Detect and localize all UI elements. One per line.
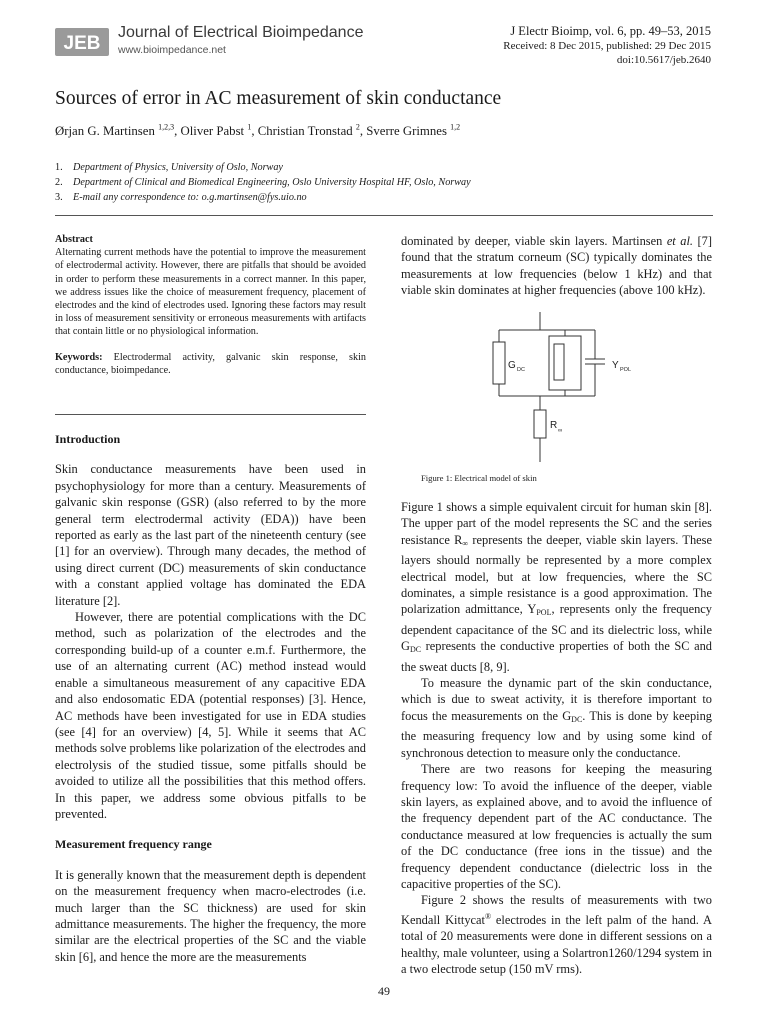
logo-text: JEB [63,33,101,54]
ypol-inner-resistor [554,344,564,380]
affiliation-item [55,175,471,190]
right-column-body [401,499,712,978]
text-span: dominated by deeper, viable skin layers. Martinsen [401,234,667,248]
abstract-heading: Abstract [55,234,93,245]
citation-volume: J Electr Bioimp, vol. 6, pp. 49–53, 2015 [510,24,711,38]
author-affil-mark: 1,2 [450,122,461,132]
affiliation-text: Department of Physics, University of Oslo, Norway [73,162,283,173]
affiliation-text: Department of Clinical and Biomedical Engineering, Oslo University Hospital HF, Oslo, Norway [73,177,471,188]
figure-caption: Figure 1: Electrical model of skin [421,473,537,483]
frequency-paragraph: It is generally known that the measurement depth is dependent on the measurement frequency when macro-electrodes (i.e. much larger than the SC thickness) are used for skin admittance measurements. The higher the frequency, the more similar are the electrical properties of the SC and the viable skin [6], and hence the more are the measurements [55,867,366,964]
text-span: To measure the dynamic part of the skin conductance, which is due to sweat activity, it is therefore important to focus the measurements on the G [401,676,712,723]
text-span: [7] found that the stratum corneum (SC) typically dominates the measurements at low frequencies (below 1 kHz) and that viable skin dominates at higher frequencies (above 100 kHz). [401,234,712,298]
journal-name: Journal of Electrical Bioimpedance [118,24,364,41]
keywords-label: Keywords: [55,351,103,363]
abstract-divider [55,414,366,415]
body-paragraph [401,675,712,761]
body-paragraph [401,233,712,299]
text-span: electrodes in the left palm of the hand. A total of 20 measurements were done in different sessions on a healthy, male volunteer, using a Solartron1260/1294 system in a two electrode setup (150 mV rms). [401,912,712,977]
text-span: Figure 2 shows the results of measurements with two Kendall Kittycat [401,893,712,927]
body-paragraph: There are two reasons for keeping the measuring frequency low: To avoid the influence of the deeper, viable skin layers, as explained above, and to avoid the influence of the frequency dependent part of the AC conductance. The conductance measured at low frequencies is actually the sum of the DC conductance (free ions in the tissue) and the frequency dependent conductance (dielectric loss in the capacitive properties of the SC). [401,762,712,891]
introduction-section [55,431,366,965]
subscript: POL [536,608,552,618]
journal-url[interactable]: www.bioimpedance.net [118,44,226,56]
circuit-diagram [470,312,650,462]
body-paragraph [401,892,712,977]
affiliation-number: 2. [55,177,63,188]
journal-logo [55,28,109,56]
citation-dates: Received: 8 Dec 2015, published: 29 Dec 2015 [503,39,711,52]
affiliation-number: 1. [55,162,63,173]
text-span: , represents only the frequency dependent capacitance of the SC and its dielectric loss, while G [401,602,712,654]
gdc-label: G [508,360,516,371]
frequency-heading: Measurement frequency range [55,837,212,852]
registered-mark: ® [485,911,492,921]
affiliation-item [55,190,471,205]
gdc-resistor [493,342,505,384]
text-span: represents the deeper, viable skin layers. These layers should normally be represented by a more complex electrical model, but at low frequencies, where the SC dominates, a simple resistance is a good approximation. The polarization admittance, Y [401,532,712,617]
et-al: et al. [666,234,694,248]
ypol-label: Y [612,360,619,371]
introduction-heading: Introduction [55,432,121,446]
page-number: 49 [378,984,390,998]
keywords-text: Electrodermal activity, galvanic skin response, skin conductance, bioimpedance. [55,351,366,376]
text-span: . This is done by keeping the measuring frequency low and by using some kind of synchronous detection to measure only the conductance. [401,708,712,760]
citation-block [503,24,711,68]
article-title: Sources of error in AC measurement of skin conductance [55,88,502,109]
subscript: DC [571,714,583,724]
author-name: Oliver Pabst [180,124,245,138]
rinf-resistor [534,410,546,438]
ypol-label-sub: POL [620,367,632,373]
author-sep: , [251,124,258,138]
author-sep: , [174,124,181,138]
affiliation-list [55,160,471,205]
abstract-section [55,233,366,377]
author-affil-mark: 2 [355,122,360,132]
gdc-label-sub: DC [517,367,525,373]
affiliation-item [55,160,471,175]
affiliation-number: 3. [55,192,63,203]
affiliation-text[interactable]: E-mail any correspondence to: o.g.martinsen@fys.uio.no [73,192,307,203]
introduction-paragraph: However, there are potential complications with the DC method, such as polarization of the electrodes and the corresponding build-up of a counter e.m.f. Furthermore, the use of an alternating current (AC) method instead would enable a simultaneous measurement of any capacitive EDA and also endosomatic EDA (potential responses) [3]. Hence, AC methods have been investigated for use in EDA studies (see [4] for an overview) [4, 5]. While it seems that AC methods solve problems like polarization of the electrodes and electrolysis of the studied tissue, some pitfalls should be avoided to utilize all the possibilities that this method offers. In this paper, we address some obvious pitfalls to be prevented. [55,610,366,821]
author-affil-mark: 1 [247,122,252,132]
subscript: ∞ [462,538,469,548]
body-paragraph [401,499,712,675]
text-span: represents the conductive properties of both the SC and the sweat ducts [8, 9]. [401,639,712,674]
rinf-label-sub: ∞ [558,428,563,434]
author-affil-mark: 1,2,3 [158,122,175,132]
abstract-text: Alternating current methods have the potential to improve the measurement of electrodermal activity. However, there are pitfalls that should be avoided in order to perform these measurements in a correct manner. In this paper, we address issues like the choice of measurement frequency, placement of electrodes and the kind of electrodes used. Ignoring these factors may result in loss of measurement sensitivity or erroneous measurements with artifacts that contain little or no physiological information. [55,247,366,338]
text-span: Figure 1 shows a simple equivalent circuit for human skin [8]. The upper part of the model represents the SC and the series resistance R [401,500,712,547]
author-sep: , [359,124,367,138]
right-column-top [401,233,712,299]
rinf-label: R [550,420,558,431]
introduction-paragraph: Skin conductance measurements have been used in psychophysiology for more than a century. Measurements of galvanic skin response (GSR) (also referred to by the more general term electrodermal activity (EDA)) have been reported as early as the last part of the nineteenth century (see [1] for an overview). Through many decades, the method of using direct current (DC) measurements of skin conductance with a constant applied voltage has dominated the EDA literature [2]. [55,462,366,608]
author-list [55,124,460,139]
header-divider [55,215,713,216]
subscript: DC [409,645,422,655]
keywords [55,351,366,377]
author-name: Christian Tronstad [257,124,353,138]
author-name: Sverre Grimnes [366,124,447,138]
author-name: Ørjan G. Martinsen [55,124,155,138]
citation-doi[interactable]: doi:10.5617/jeb.2640 [616,54,711,66]
